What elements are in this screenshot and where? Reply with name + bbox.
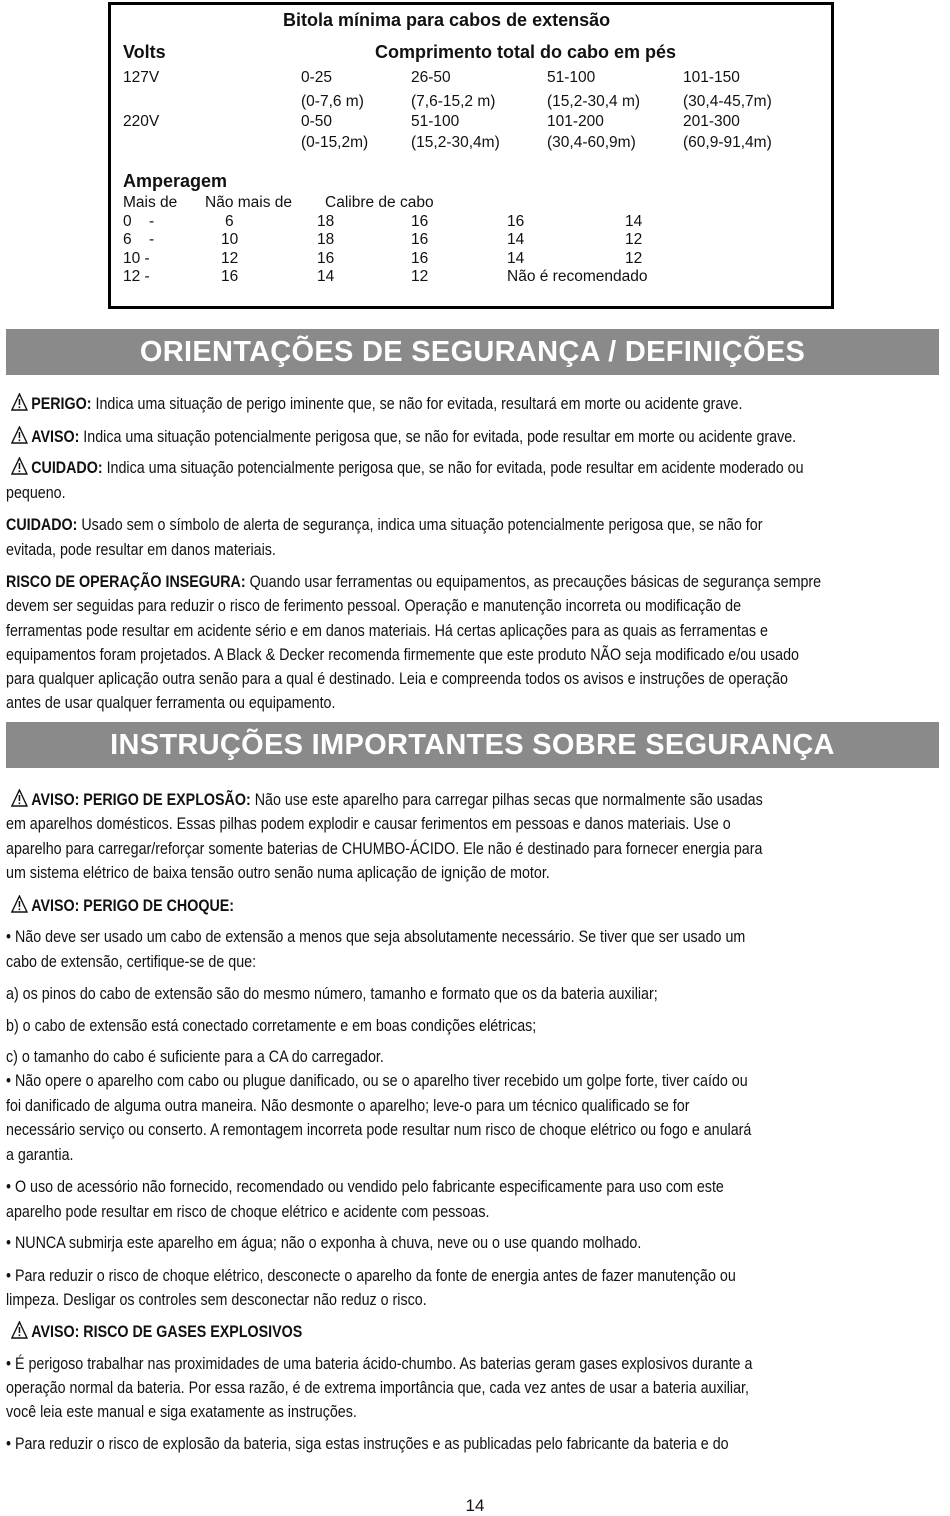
risco-definition [6,570,821,594]
page-number: 14 [465,1496,485,1515]
table-title: Bitola mínima para cabos de extensão [283,10,611,30]
warning-triangle-icon [11,895,28,913]
extension-cord-table [108,2,834,309]
shock-label: AVISO: PERIGO DE CHOQUE: [31,896,235,915]
text-line: a) os pinos do cabo de extensão são do mesmo número, tamanho e formato que os da bateria auxiliar; [6,984,658,1003]
warning-triangle-icon [11,426,28,444]
cell: 12 [625,231,643,248]
text-line: • O uso de acessório não fornecido, recomendado ou vendido pelo fabricante especificamente para uso com este [6,1177,724,1196]
cell: - [149,213,155,230]
gas-label: AVISO: RISCO DE GASES EXPLOSIVOS [31,1322,303,1341]
risco-text: Quando usar ferramentas ou equipamentos, as precauções básicas de segurança sempre [245,572,822,591]
gas-warning [6,1320,302,1344]
text-line: • Para reduzir o risco de explosão da bateria, siga estas instruções e as publicadas pelo fabricante da bateria e do [6,1434,729,1453]
cell: 0-50 [301,113,333,130]
text-line: para qualquer aplicação outra senão para a qual é destinado. Leia e compreenda todos os avisos e instruções de operação [6,669,788,688]
cuidado2-text: Usado sem o símbolo de alerta de segurança, indica uma situação potencialmente perigosa que, se não for [77,515,763,534]
aviso-definition [6,425,796,449]
warning-triangle-icon [11,1321,28,1339]
cell: 14 [317,268,335,285]
text-line: b) o cabo de extensão está conectado corretamente e em boas condições elétricas; [6,1016,537,1035]
cell: 220V [123,113,160,130]
cell: 12 [221,250,239,267]
cell: 201-300 [683,113,740,130]
cell: Não é recomendado [507,268,648,285]
cell: 6 [123,231,132,248]
cell: 127V [123,69,160,86]
cell: (0-7,6 m) [301,93,364,110]
length-heading: Comprimento total do cabo em pés [375,42,677,62]
cell: (60,9-91,4m) [683,134,772,151]
warning-triangle-icon [11,457,28,475]
cell: (7,6-15,2 m) [411,93,496,110]
amp-header: Mais de [123,194,178,211]
perigo-definition [6,392,742,416]
risco-label: RISCO DE OPERAÇÃO INSEGURA: [6,572,246,591]
cell: 101-200 [547,113,604,130]
text-line: ferramentas pode resultar em acidente sério e em danos materiais. Há certas aplicações para as quais as ferramentas e [6,621,768,640]
cuidado2-definition [6,513,762,537]
text-line: antes de usar qualquer ferramenta ou equipamento. [6,693,336,712]
explosion-text: Não use este aparelho para carregar pilhas secas que normalmente são usadas [250,790,763,809]
explosion-label: AVISO: PERIGO DE EXPLOSÃO: [31,790,251,809]
cell: 101-150 [683,69,740,86]
text-line: equipamentos foram projetados. A Black & Decker recomenda firmemente que este produto NÃO seja modificado e/ou usado [6,645,799,664]
text-line: • NUNCA submirja este aparelho em água; não o exponha à chuva, neve ou o use quando molhado. [6,1233,642,1252]
text-line: c) o tamanho do cabo é suficiente para a CA do carregador. [6,1047,384,1066]
warning-triangle-icon [11,393,28,411]
perigo-text: Indica uma situação de perigo iminente que, se não for evitada, resultará em morte ou acidente grave. [91,394,743,413]
section-heading-instructions: INSTRUÇÕES IMPORTANTES SOBRE SEGURANÇA [6,722,939,768]
cuidado-definition [6,456,804,480]
volts-label: Volts [123,42,166,62]
cell: 14 [625,213,643,230]
cell: 14 [507,250,525,267]
text-line: • Não opere o aparelho com cabo ou plugue danificado, ou se o aparelho tiver recebido um golpe forte, tiver caído ou [6,1071,748,1090]
text-line: evitada, pode resultar em danos materiais. [6,540,276,559]
cell: 12 [411,268,429,285]
text-line: devem ser seguidas para reduzir o risco de ferimento pessoal. Operação e manutenção incorreta ou modificação de [6,596,742,615]
text-line: você leia este manual e siga exatamente as instruções. [6,1402,357,1421]
cell: (0-15,2m) [301,134,369,151]
cell: 10 - [123,250,150,267]
cell: (30,4-60,9m) [547,134,636,151]
cell: 0 [123,213,132,230]
text-line: foi danificado de alguma outra maneira. Não desmonte o aparelho; leve-o para um técnico qualificado se for [6,1096,690,1115]
cuidado2-label: CUIDADO: [6,515,78,534]
cuidado-text: Indica uma situação potencialmente perigosa que, se não for evitada, pode resultar em acidente moderado ou [102,458,804,477]
cell: 16 [411,231,429,248]
cuidado-label: CUIDADO: [31,458,103,477]
text-line: • Para reduzir o risco de choque elétrico, desconecte o aparelho da fonte de energia antes de fazer manutenção ou [6,1266,736,1285]
cell: 18 [317,231,335,248]
text-line: um sistema elétrico de baixa tensão outro senão numa aplicação de ignição de motor. [6,863,550,882]
cell: 16 [507,213,525,230]
explosion-warning [6,788,763,812]
text-line: pequeno. [6,483,66,502]
text-line: • Não deve ser usado um cabo de extensão a menos que seja absolutamente necessário. Se tiver que ser usado um [6,927,746,946]
warning-triangle-icon [11,789,28,807]
text-line: • É perigoso trabalhar nas proximidades de uma bateria ácido-chumbo. As baterias geram gases explosivos durante a [6,1354,753,1373]
shock-warning [6,894,234,918]
cell: 0-25 [301,69,333,86]
text-line: aparelho pode resultar em risco de choque elétrico e acidente com pessoas. [6,1202,490,1221]
text-line: aparelho para carregar/reforçar somente baterias de CHUMBO-ÁCIDO. Ele não é destinado para fornecer energia para [6,839,763,858]
text-line: operação normal da bateria. Por essa razão, é de extrema importância que, cada vez antes de usar a bateria auxiliar, [6,1378,749,1397]
text-line: necessário serviço ou conserto. A remontagem incorreta pode resultar num risco de choque elétrico ou fogo e anulará [6,1120,752,1139]
cell: 16 [411,213,429,230]
cell: 6 [225,213,234,230]
cell: 16 [411,250,429,267]
cell: 51-100 [547,69,596,86]
text-line: limpeza. Desligar os controles sem desconectar não reduz o risco. [6,1290,427,1309]
aviso-label: AVISO: [31,427,80,446]
cell: (15,2-30,4 m) [547,93,641,110]
amp-header: Não mais de [205,194,293,211]
aviso-text: Indica uma situação potencialmente perigosa que, se não for evitada, pode resultar em morte ou acidente grave. [79,427,797,446]
text-line: a garantia. [6,1145,74,1164]
cell: 18 [317,213,335,230]
cell: (15,2-30,4m) [411,134,500,151]
section-heading-definitions: ORIENTAÇÕES DE SEGURANÇA / DEFINIÇÕES [6,329,939,375]
amperage-label: Amperagem [123,171,228,191]
cell: 14 [507,231,525,248]
cell: 12 [625,250,643,267]
cell: 16 [317,250,335,267]
cell: 12 - [123,268,150,285]
cell: - [149,231,155,248]
cell: (30,4-45,7m) [683,93,772,110]
cell: 51-100 [411,113,460,130]
amp-header: Calibre de cabo [325,194,434,211]
text-line: cabo de extensão, certifique-se de que: [6,952,257,971]
text-line: em aparelhos domésticos. Essas pilhas podem explodir e causar ferimentos em pessoas e danos materiais. Use o [6,814,731,833]
perigo-label: PERIGO: [31,394,92,413]
cell: 26-50 [411,69,451,86]
cell: 16 [221,268,239,285]
cell: 10 [221,231,239,248]
